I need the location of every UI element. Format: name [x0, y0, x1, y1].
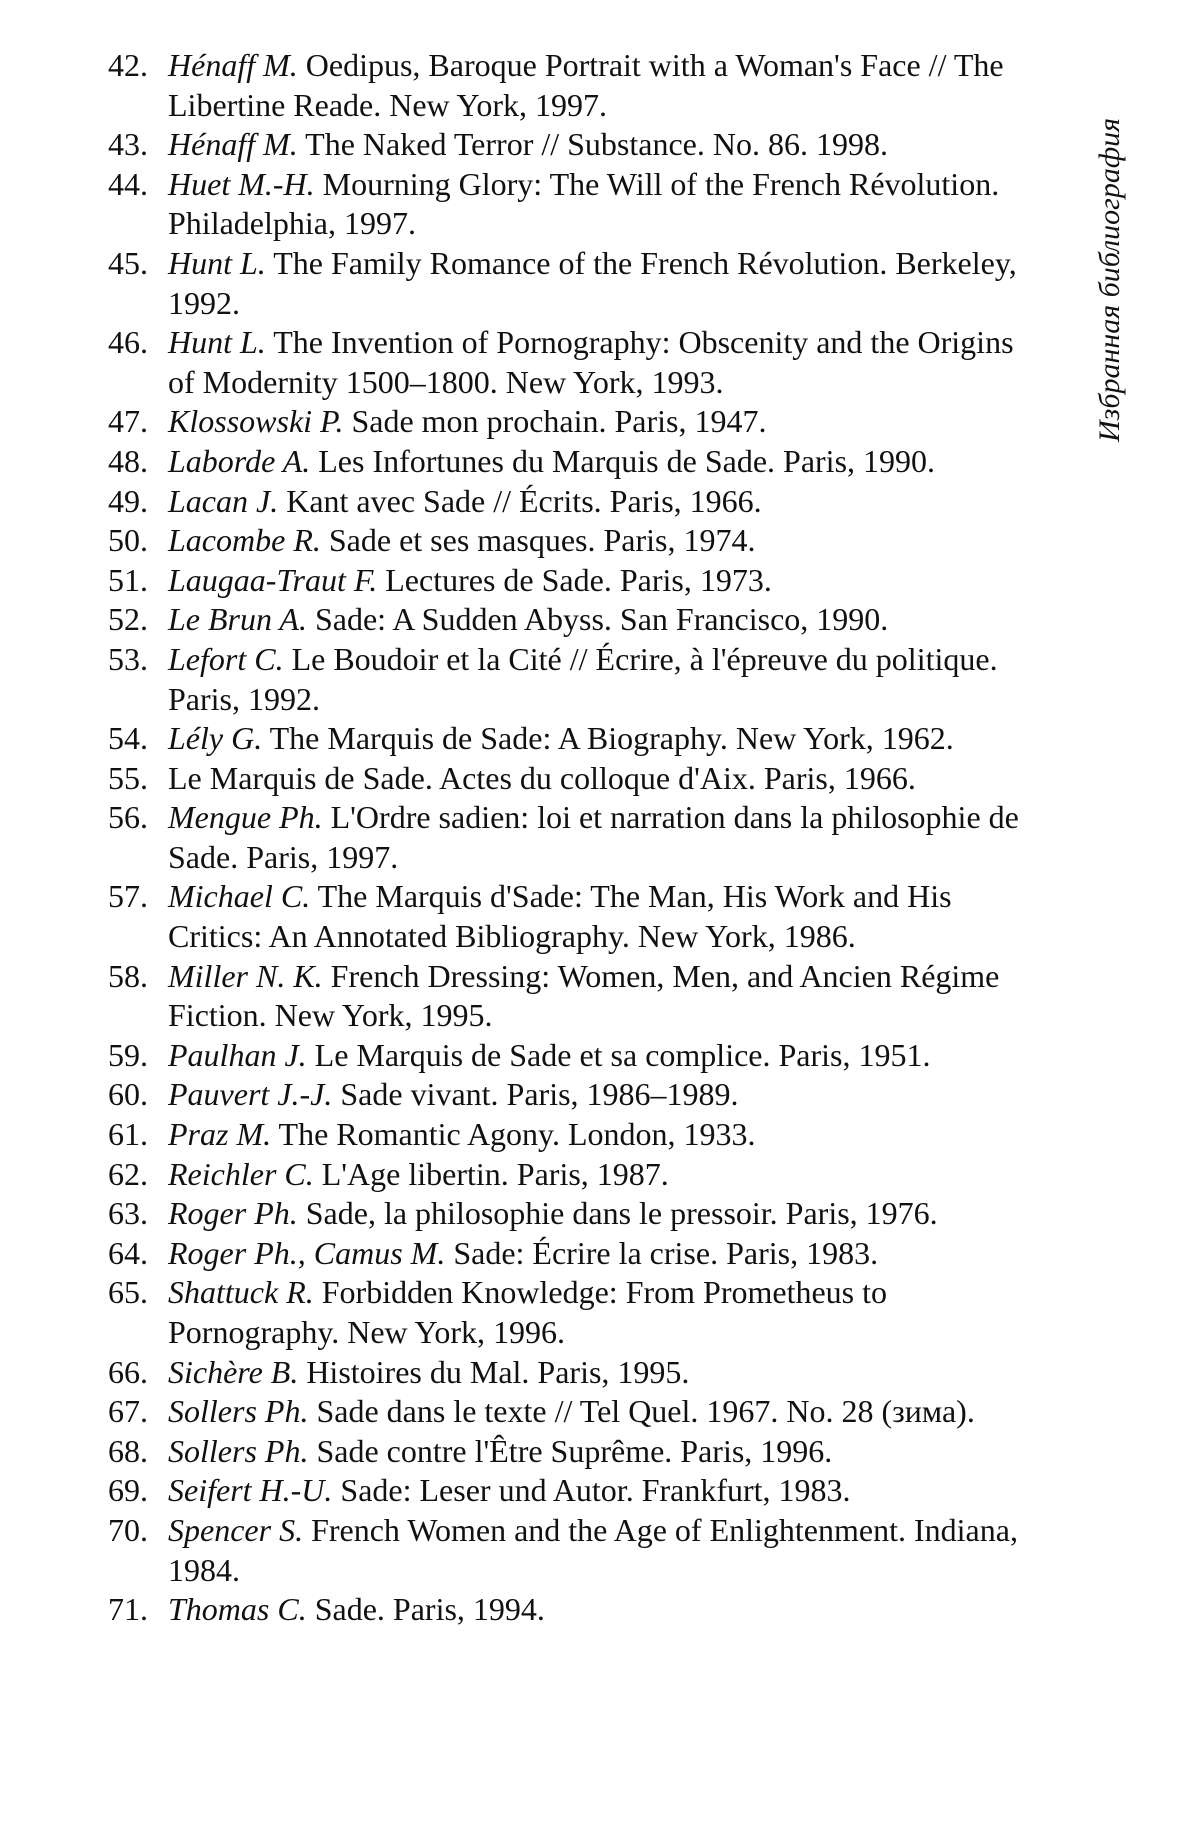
bibliography-entry	[108, 125, 1048, 165]
entry-number: 63.	[108, 1195, 148, 1232]
entry-author: Hunt L.	[168, 244, 266, 281]
entry-author: Lefort C.	[168, 640, 284, 677]
bibliography-entry	[108, 1590, 1048, 1630]
entry-number: 51.	[108, 561, 148, 598]
bibliography-entry	[108, 1155, 1048, 1195]
entry-number: 64.	[108, 1234, 148, 1271]
running-head-vertical: Избранная библиография	[1093, 117, 1126, 442]
bibliography-entry	[108, 877, 1048, 956]
entry-number: 56.	[108, 799, 148, 836]
entry-number: 46.	[108, 324, 148, 361]
entry-author: Michael C.	[168, 878, 311, 915]
entry-citation: L'Age libertin. Paris, 1987.	[313, 1155, 669, 1192]
bibliography-entry	[108, 1115, 1048, 1155]
entry-number: 55.	[108, 759, 148, 796]
entry-citation: Le Marquis de Sade et sa complice. Paris, 1951.	[306, 1036, 931, 1073]
entry-author: Sollers Ph.	[168, 1432, 309, 1469]
entry-number: 62.	[108, 1155, 148, 1192]
entry-author: Klossowski P.	[168, 403, 344, 440]
bibliography-entry	[108, 1273, 1048, 1352]
bibliography-entry	[108, 600, 1048, 640]
bibliography-entry	[108, 640, 1048, 719]
entry-author: Paulhan J.	[168, 1036, 307, 1073]
entry-number: 42.	[108, 47, 148, 83]
bibliography-entry	[108, 1194, 1048, 1234]
bibliography-entry	[108, 561, 1048, 601]
entry-number: 47.	[108, 403, 148, 440]
bibliography-entry	[108, 1075, 1048, 1115]
bibliography-entry	[108, 957, 1048, 1036]
bibliography-entry	[108, 482, 1048, 522]
entry-citation: Sade contre l'Être Suprême. Paris, 1996.	[308, 1432, 833, 1469]
entry-number: 66.	[108, 1353, 148, 1390]
entry-citation: Le Boudoir et la Cité // Écrire, à l'épreuve du politique. Paris, 1992.	[168, 640, 998, 717]
bibliography-entry	[108, 798, 1048, 877]
entry-citation: The Invention of Pornography: Obscenity and the Origins of Modernity 1500–1800. New York, 1993.	[168, 324, 1014, 400]
bibliography-entry	[108, 1471, 1048, 1511]
entry-number: 54.	[108, 720, 148, 757]
entry-citation: Sade: A Sudden Abyss. San Francisco, 1990.	[306, 601, 889, 638]
entry-citation: Kant avec Sade // Écrits. Paris, 1966.	[278, 482, 762, 519]
entry-author: Pauvert J.-J.	[168, 1076, 333, 1113]
bibliography-entry	[108, 1511, 1048, 1590]
entry-citation: Sade, la philosophie dans le pressoir. Paris, 1976.	[297, 1195, 938, 1232]
entry-citation: Sade et ses masques. Paris, 1974.	[320, 522, 756, 559]
entry-citation: Histoires du Mal. Paris, 1995.	[298, 1353, 690, 1390]
bibliography-entry	[108, 442, 1048, 482]
entry-number: 57.	[108, 878, 148, 915]
bibliography-entry	[108, 1432, 1048, 1472]
entry-citation: The Family Romance of the French Révolution. Berkeley, 1992.	[168, 244, 1017, 321]
entry-citation: The Marquis de Sade: A Biography. New York, 1962.	[262, 720, 954, 757]
bibliography-list	[108, 46, 1048, 1630]
bibliography-entry	[108, 1036, 1048, 1076]
entry-author: Roger Ph.	[168, 1195, 298, 1232]
entry-number: 58.	[108, 957, 148, 994]
entry-number: 69.	[108, 1472, 148, 1509]
entry-number: 52.	[108, 601, 148, 638]
entry-citation: Sade: Écrire la crise. Paris, 1983.	[445, 1234, 879, 1271]
entry-author: Reichler C.	[168, 1155, 314, 1192]
entry-author: Le Brun A.	[168, 601, 307, 638]
entry-author: Roger Ph., Camus M.	[168, 1234, 446, 1271]
entry-number: 59.	[108, 1036, 148, 1073]
entry-citation: The Naked Terror // Substance. No. 86. 1998.	[297, 126, 888, 163]
entry-citation: French Dressing: Women, Men, and Ancien Régime Fiction. New York, 1995.	[168, 957, 1000, 1034]
entry-author: Laborde A.	[168, 442, 311, 479]
bibliography-entry	[108, 1392, 1048, 1432]
entry-number: 48.	[108, 442, 148, 479]
entry-number: 43.	[108, 126, 148, 163]
entry-number: 61.	[108, 1116, 148, 1153]
entry-citation: Sade: Leser und Autor. Frankfurt, 1983.	[332, 1472, 851, 1509]
entry-author: Sichère B.	[168, 1353, 299, 1390]
entry-author: Praz M.	[168, 1116, 272, 1153]
bibliography-entry	[108, 323, 1048, 402]
entry-author: Hunt L.	[168, 324, 266, 361]
entry-number: 67.	[108, 1393, 148, 1430]
entry-citation: Sade. Paris, 1994.	[306, 1591, 545, 1628]
bibliography-entry	[108, 165, 1048, 244]
entry-number: 49.	[108, 482, 148, 519]
entry-citation: French Women and the Age of Enlightenment. Indiana, 1984.	[168, 1511, 1018, 1588]
bibliography-entry	[108, 1353, 1048, 1393]
bibliography-entry	[108, 402, 1048, 442]
entry-author: Thomas C.	[168, 1591, 307, 1628]
entry-author: Seifert H.-U.	[168, 1472, 333, 1509]
bibliography-entry	[108, 244, 1048, 323]
bibliography-entry	[108, 719, 1048, 759]
entry-citation: Sade dans le texte // Tel Quel. 1967. No. 28 (зима).	[308, 1393, 975, 1430]
entry-author: Shattuck R.	[168, 1274, 314, 1311]
entry-citation: Forbidden Knowledge: From Prometheus to Pornography. New York, 1996.	[168, 1274, 888, 1350]
entry-citation: Le Marquis de Sade. Actes du colloque d'Aix. Paris, 1966.	[168, 759, 916, 796]
entry-citation: The Marquis d'Sade: The Man, His Work and His Critics: An Annotated Bibliography. New York, 1986.	[168, 878, 952, 955]
bibliography-entry	[108, 1234, 1048, 1274]
entry-number: 70.	[108, 1511, 148, 1548]
entry-author: Mengue Ph.	[168, 799, 323, 836]
entry-author: Hénaff M.	[168, 47, 298, 83]
entry-author: Hénaff M.	[168, 126, 298, 163]
entry-citation: Oedipus, Baroque Portrait with a Woman's Face // The Libertine Reade. New York, 1997.	[168, 47, 1004, 123]
entry-number: 68.	[108, 1432, 148, 1469]
entry-citation: L'Ordre sadien: loi et narration dans la philosophie de Sade. Paris, 1997.	[168, 799, 1019, 875]
entry-citation: Les Infortunes du Marquis de Sade. Paris, 1990.	[310, 442, 936, 479]
entry-author: Lacan J.	[168, 482, 279, 519]
entry-number: 44.	[108, 165, 148, 202]
entry-number: 45.	[108, 244, 148, 281]
entry-author: Laugaa-Traut F.	[168, 561, 378, 598]
entry-author: Miller N. K.	[168, 957, 323, 994]
entry-citation: The Romantic Agony. London, 1933.	[271, 1116, 756, 1153]
bibliography-entry	[108, 46, 1048, 125]
entry-author: Lacombe R.	[168, 522, 321, 559]
entry-citation: Lectures de Sade. Paris, 1973.	[377, 561, 772, 598]
entry-author: Sollers Ph.	[168, 1393, 309, 1430]
entry-author: Lély G.	[168, 720, 263, 757]
entry-author: Huet M.-H.	[168, 165, 315, 202]
entry-number: 50.	[108, 522, 148, 559]
entry-number: 71.	[108, 1591, 148, 1628]
entry-author: Spencer S.	[168, 1511, 304, 1548]
bibliography-entry	[108, 521, 1048, 561]
entry-citation: Sade mon prochain. Paris, 1947.	[343, 403, 767, 440]
bibliography-entry	[108, 759, 1048, 799]
entry-number: 60.	[108, 1076, 148, 1113]
entry-citation: Mourning Glory: The Will of the French Révolution. Philadelphia, 1997.	[168, 165, 1000, 242]
entry-number: 65.	[108, 1274, 148, 1311]
entry-number: 53.	[108, 640, 148, 677]
entry-citation: Sade vivant. Paris, 1986–1989.	[332, 1076, 739, 1113]
